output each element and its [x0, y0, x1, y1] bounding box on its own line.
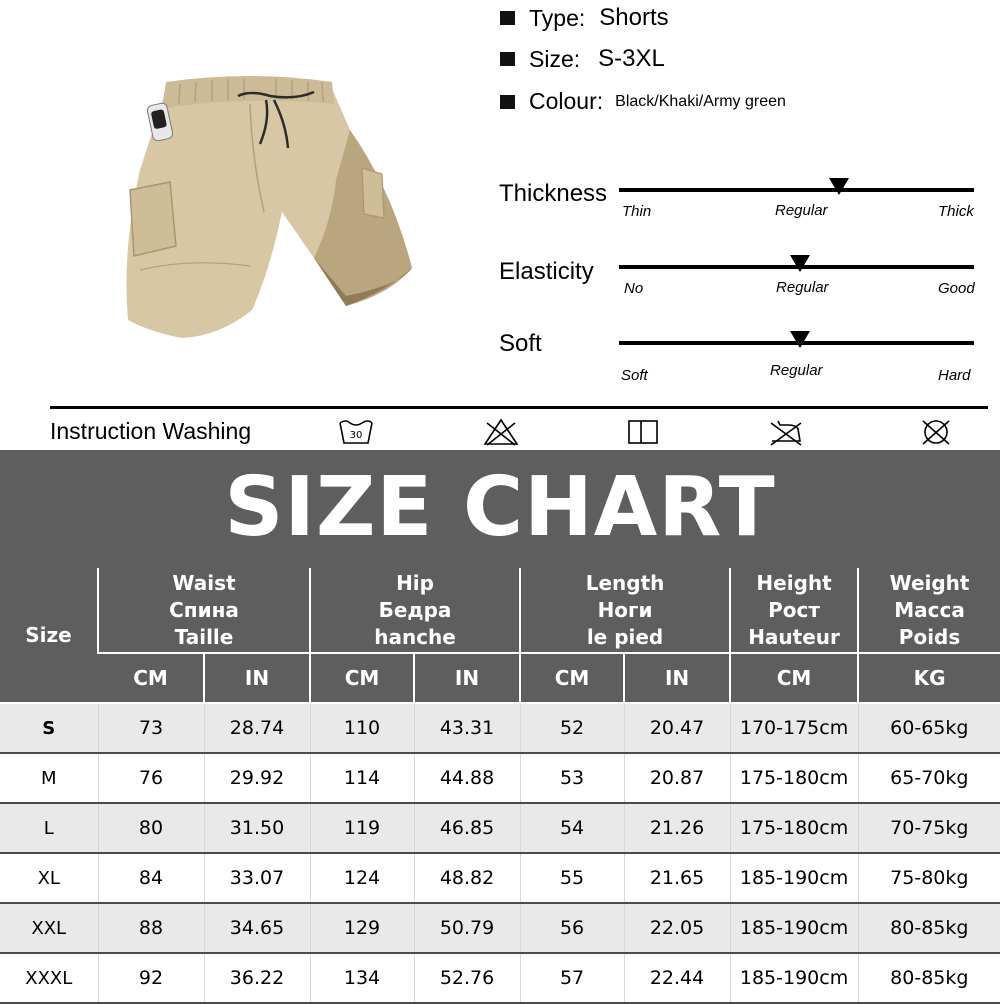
- scale-mid-label: Regular: [775, 202, 828, 219]
- table-cell: 80: [98, 803, 204, 853]
- shorts-product-image: [100, 70, 430, 350]
- wash-30-icon: [338, 417, 374, 447]
- header-line: Weight: [889, 570, 970, 595]
- table-cell: 57: [520, 953, 624, 1003]
- unit-header: CM: [730, 653, 858, 703]
- measure-group-header: [310, 568, 520, 653]
- scale-label: Thickness: [499, 180, 608, 207]
- table-row: [0, 803, 1000, 853]
- header-line: hanche: [374, 624, 456, 649]
- measure-group-header: [520, 568, 730, 653]
- header-line: le pied: [586, 624, 664, 649]
- divider: [50, 406, 988, 409]
- table-cell: 28.74: [204, 703, 310, 753]
- table-cell: 55: [520, 853, 624, 903]
- header-line: Hauteur: [748, 624, 840, 649]
- header-line: Height: [756, 570, 832, 595]
- table-cell: 50.79: [414, 903, 520, 953]
- table-cell: 22.05: [624, 903, 730, 953]
- table-cell: 175-180cm: [730, 803, 858, 853]
- table-cell: 34.65: [204, 903, 310, 953]
- header-line: Бедра: [378, 597, 452, 622]
- header-line: Масса: [894, 597, 965, 622]
- table-cell: 185-190cm: [730, 953, 858, 1003]
- spec-size: Size: S-3XL: [500, 45, 665, 73]
- unit-header: KG: [858, 653, 1000, 703]
- size-cell: M: [0, 753, 98, 803]
- table-cell: 60-65kg: [858, 703, 1000, 753]
- spec-colour: Colour: Black/Khaki/Army green: [500, 88, 786, 115]
- table-cell: 20.87: [624, 753, 730, 803]
- scale-marker-icon: [790, 331, 810, 348]
- size-cell: XXL: [0, 903, 98, 953]
- table-cell: 21.26: [624, 803, 730, 853]
- measure-group-header: [858, 568, 1000, 653]
- header-line: Length: [585, 570, 665, 595]
- washing-title: Instruction Washing: [50, 418, 252, 444]
- scale-right-label: Good: [938, 280, 975, 297]
- unit-header: CM: [98, 653, 204, 703]
- spec-type: Type: Shorts: [500, 4, 669, 32]
- table-cell: 22.44: [624, 953, 730, 1003]
- table-cell: 65-70kg: [858, 753, 1000, 803]
- wash-temp-label: 30: [349, 430, 363, 441]
- table-cell: 185-190cm: [730, 903, 858, 953]
- header-line: Hip: [396, 570, 434, 595]
- measure-group-header: [730, 568, 858, 653]
- bullet-square-icon: [500, 52, 515, 66]
- table-cell: 124: [310, 853, 414, 903]
- size-chart-table: [0, 568, 1000, 1004]
- table-row: [0, 953, 1000, 1003]
- table-cell: 129: [310, 903, 414, 953]
- table-cell: 119: [310, 803, 414, 853]
- table-cell: 80-85kg: [858, 953, 1000, 1003]
- size-cell: L: [0, 803, 98, 853]
- scale-track: [619, 188, 974, 192]
- table-cell: 36.22: [204, 953, 310, 1003]
- size-cell: XXXL: [0, 953, 98, 1003]
- header-line: Спина: [169, 597, 239, 622]
- do-not-dry-clean-icon: [918, 417, 954, 447]
- size-cell: S: [0, 703, 98, 753]
- header-line: Poids: [898, 624, 961, 649]
- unit-header: IN: [624, 653, 730, 703]
- unit-header: CM: [310, 653, 414, 703]
- table-cell: 43.31: [414, 703, 520, 753]
- table-cell: 110: [310, 703, 414, 753]
- table-cell: 54: [520, 803, 624, 853]
- unit-header: IN: [204, 653, 310, 703]
- do-not-iron-icon: [768, 417, 804, 447]
- table-cell: 31.50: [204, 803, 310, 853]
- table-cell: 175-180cm: [730, 753, 858, 803]
- table-row: [0, 753, 1000, 803]
- header-line: Waist: [172, 570, 236, 595]
- scale-left-label: No: [624, 280, 644, 297]
- header-line: Ноги: [597, 597, 653, 622]
- do-not-bleach-icon: [483, 417, 519, 447]
- table-cell: 92: [98, 953, 204, 1003]
- scale-right-label: Thick: [938, 203, 974, 220]
- scale-mid-label: Regular: [770, 362, 823, 379]
- table-cell: 44.88: [414, 753, 520, 803]
- table-cell: 52: [520, 703, 624, 753]
- size-column-header: Size: [0, 568, 98, 703]
- tumble-dry-icon: [625, 417, 661, 447]
- scale-left-label: Soft: [621, 367, 648, 384]
- table-cell: 56: [520, 903, 624, 953]
- unit-header: IN: [414, 653, 520, 703]
- table-cell: 170-175cm: [730, 703, 858, 753]
- table-cell: 48.82: [414, 853, 520, 903]
- table-cell: 73: [98, 703, 204, 753]
- table-cell: 70-75kg: [858, 803, 1000, 853]
- unit-header: CM: [520, 653, 624, 703]
- table-cell: 134: [310, 953, 414, 1003]
- header-line: Рост: [768, 597, 820, 622]
- measure-group-header: [98, 568, 310, 653]
- size-chart-title: SIZE CHART: [224, 460, 776, 555]
- table-cell: 84: [98, 853, 204, 903]
- scale-marker-icon: [790, 255, 810, 272]
- header-line: Taille: [174, 624, 234, 649]
- bullet-square-icon: [500, 11, 515, 25]
- table-cell: 76: [98, 753, 204, 803]
- table-cell: 52.76: [414, 953, 520, 1003]
- table-row: [0, 903, 1000, 953]
- scale-marker-icon: [829, 178, 849, 195]
- table-cell: 53: [520, 753, 624, 803]
- table-cell: 21.65: [624, 853, 730, 903]
- table-row: [0, 703, 1000, 753]
- scale-label: Soft: [499, 330, 542, 357]
- table-cell: 80-85kg: [858, 903, 1000, 953]
- table-cell: 75-80kg: [858, 853, 1000, 903]
- table-cell: 29.92: [204, 753, 310, 803]
- scale-left-label: Thin: [622, 203, 652, 220]
- scale-mid-label: Regular: [776, 279, 829, 296]
- scale-right-label: Hard: [938, 367, 971, 384]
- table-cell: 185-190cm: [730, 853, 858, 903]
- table-cell: 46.85: [414, 803, 520, 853]
- scale-label: Elasticity: [499, 258, 594, 285]
- table-row: [0, 853, 1000, 903]
- table-cell: 114: [310, 753, 414, 803]
- table-cell: 88: [98, 903, 204, 953]
- size-cell: XL: [0, 853, 98, 903]
- table-cell: 20.47: [624, 703, 730, 753]
- table-cell: 33.07: [204, 853, 310, 903]
- bullet-square-icon: [500, 95, 515, 109]
